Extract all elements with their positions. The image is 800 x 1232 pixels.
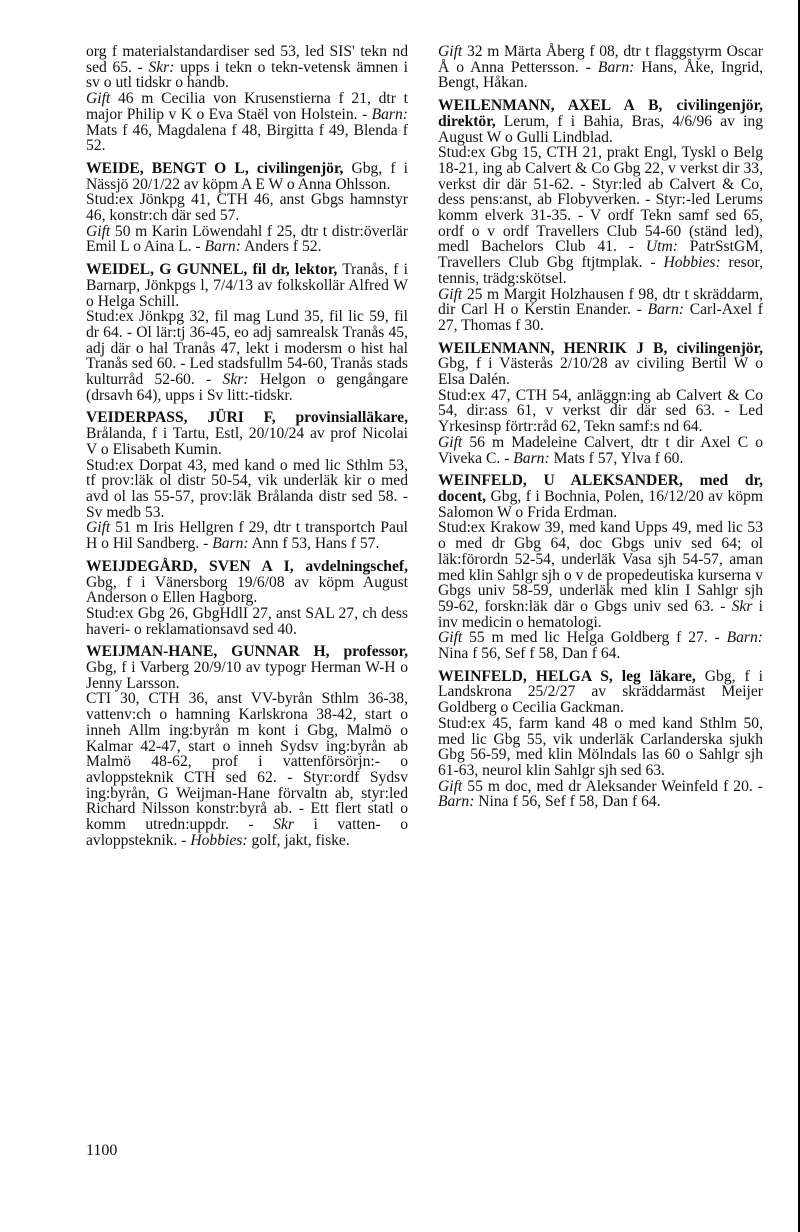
field-label: Gift xyxy=(86,90,111,108)
entry-name: WEILENMANN, AXEL A B, xyxy=(438,97,663,115)
entry-text: Anders f 52. xyxy=(240,238,322,256)
entry-text: 46 m Cecilia von Krusenstierna f 21, dtr t major Philip v K o Eva Staël von Holstein. - xyxy=(86,90,408,123)
entry-text: Nina f 56, Sef f 58, Dan f 64. xyxy=(474,793,661,811)
entry-text: i vatten- o avloppsteknik. - xyxy=(86,816,408,849)
field-label: Barn: xyxy=(726,629,763,647)
entry-text: Stud:ex Jönkpg 32, fil mag Lund 35, fil lic 59, fil dr 64. - Ol lär:tj 36-45, eo adj samrealsk Tranås 45, adj där o hal Tranås 47, lekt i modersm o hist hal Tranås sed 60. - Led stadsfullm 54-60, Tranås stads kulturråd 52-60. - xyxy=(86,308,408,389)
entry-paragraph xyxy=(438,145,763,286)
entry-heading xyxy=(86,644,408,691)
entry-text: 25 m Margit Holzhausen f 98, dtr t skräddarm, dir Carl H o Kerstin Enander. - xyxy=(438,285,763,319)
entry-text: PatrSstGM, Travellers Club Gbg ftjtmplak. - xyxy=(438,238,763,272)
entry-paragraph xyxy=(86,458,408,521)
entry-name: WEIDEL, G GUNNEL, xyxy=(86,261,248,279)
entry-paragraph xyxy=(438,779,763,810)
entry-heading xyxy=(438,473,763,520)
entry-birth-info: Gbg, f i Nässjö 20/1/22 av köpm A E W o Anna Ohlsson. xyxy=(86,159,409,193)
entry-paragraph xyxy=(86,309,408,403)
entry-text: 50 m Karin Löwendahl f 25, dtr t distr:överlär Emil L o Aina L. - xyxy=(86,222,408,256)
entry-text: Ann f 53, Hans f 57. xyxy=(248,535,380,553)
entry-birth-info: Gbg, f i Bochnia, Polen, 16/12/20 av köpm Salomon W o Frida Erdman. xyxy=(438,487,763,521)
entry-text: i inv medicin o hematologi. xyxy=(438,597,764,631)
field-label: Gift xyxy=(438,433,463,451)
entry-text: Nina f 56, Sef f 58, Dan f 64. xyxy=(438,645,621,663)
page-number: 1100 xyxy=(86,1142,118,1159)
entry-occupation: civilingenjör, xyxy=(248,159,344,177)
entry-text: Mats f 57, Ylva f 60. xyxy=(549,449,684,467)
entry-birth-info: Gbg, f i Västerås 2/10/28 av civiling Bertil W o Elsa Dalén. xyxy=(438,355,763,389)
entry-heading xyxy=(86,161,408,192)
entry-text: upps i tekn o tekn-vetensk ämnen i sv o utl tidskr o handb. xyxy=(86,58,408,92)
field-label: Skr: xyxy=(222,371,249,389)
entry-paragraph xyxy=(86,606,408,637)
entry-occupation: provinsialläkare, xyxy=(275,409,409,427)
entry-text: resor, tennis, trädg:skötsel. xyxy=(438,254,763,287)
biography-entry xyxy=(438,98,763,334)
entry-text: Stud:ex Gbg 26, GbgHdlI 27, anst SAL 27, ch dess haveri- o reklamationsavd sed 40. xyxy=(86,604,408,638)
entry-paragraph xyxy=(86,44,408,91)
entry-paragraph xyxy=(438,630,763,661)
entry-occupation: leg läkare, xyxy=(612,667,696,685)
entry-text: 55 m med lic Helga Goldberg f 27. - xyxy=(462,629,727,647)
entry-paragraph xyxy=(86,192,408,223)
entry-name: WEIJDEGÅRD, SVEN A I, xyxy=(86,557,294,575)
entry-text: 32 m Märta Åberg f 08, dtr t flaggstyrm Oscar Å o Anna Pettersson. - xyxy=(438,43,763,76)
entry-paragraph xyxy=(86,224,408,255)
entry-birth-info: Gbg, f i Varberg 20/9/10 av typogr Herman W-H o Jenny Larsson. xyxy=(86,659,408,692)
entry-occupation: civilingenjör, xyxy=(667,339,763,357)
entry-birth-info: Lerum, f i Bahia, Bras, 4/6/96 av ing August W o Gulli Lindblad. xyxy=(438,112,763,146)
biography-entry xyxy=(438,44,763,91)
field-label: Barn: xyxy=(371,105,408,123)
entry-paragraph xyxy=(86,520,408,551)
field-label: Barn: xyxy=(438,793,475,811)
entry-paragraph xyxy=(438,287,763,334)
biography-entry xyxy=(86,161,408,255)
field-label: Skr xyxy=(273,816,294,834)
entry-text: Hans, Åke, Ingrid, Bengt, Håkan. xyxy=(438,58,763,92)
entry-text: Stud:ex 45, farm kand 48 o med kand Sthlm 50, med lic Gbg 55, vik underläk Carlanderska sjukh Gbg 56-59, med klin Mölndals las 60 o Sahlgr sjh 61-63, neurol klin Sahlgr sjh sed 63. xyxy=(438,714,763,779)
biography-entry xyxy=(86,559,408,638)
entry-text: Helgon o gengångare (drsavh 64), upps i Sv litt:-tidskr. xyxy=(86,371,409,404)
entry-paragraph xyxy=(438,435,763,466)
entry-heading xyxy=(438,669,763,716)
entry-occupation: avdelningschef, xyxy=(293,557,408,575)
entry-name: WEINFELD, U ALEKSANDER, xyxy=(438,472,683,490)
entry-name: WEIJMAN-HANE, GUNNAR H, xyxy=(86,643,330,661)
left-column xyxy=(86,44,408,848)
entry-text: Stud:ex Gbg 15, CTH 21, prakt Engl, Tyskl o Belg 18-21, ing ab Calvert & Co Gbg 22, v verkst dir 33, verkst dir där 51-62. - Styr:led ab Calvert & Co, dess pens:anst, ab Flobyverken. - Styr:-led Lerums komm elverk 31-35. - V ordf Tekn samf sed 65, ordf o v ordf Travellers Club 54-60 (ständ led), medl Bachelors Club 41. - xyxy=(438,144,763,256)
entry-paragraph xyxy=(438,388,763,435)
entry-name: WEILENMANN, HENRIK J B, xyxy=(438,339,668,357)
right-column xyxy=(438,44,763,810)
entry-text: Mats f 46, Magdalena f 48, Birgitta f 49, Blenda f 52. xyxy=(86,121,408,155)
entry-text: org f materialstandardiser sed 53, led SIS' tekn nd sed 65. - xyxy=(86,43,408,76)
field-label: Hobbies: xyxy=(190,831,248,849)
entry-heading xyxy=(438,341,763,388)
field-label: Gift xyxy=(438,777,463,795)
field-label: Barn: xyxy=(597,58,635,76)
field-label: Gift xyxy=(438,285,463,303)
biography-entry xyxy=(438,473,763,661)
entry-occupation: professor, xyxy=(329,643,408,661)
biography-entry xyxy=(86,44,408,154)
biography-entry xyxy=(438,341,763,467)
entry-name: WEIDE, BENGT O L, xyxy=(86,159,249,177)
entry-paragraph xyxy=(86,91,408,154)
entry-text: Stud:ex 47, CTH 54, anläggn:ing ab Calvert & Co 54, dir:ass 61, v verkst dir där sed 63. - Led Yrkesinsp förtr:råd 62, Tekn samf:s nd 64. xyxy=(438,386,763,436)
entry-text: golf, jakt, fiske. xyxy=(247,831,350,849)
entry-heading xyxy=(86,559,408,606)
entry-text: 56 m Madeleine Calvert, dtr t dir Axel C o Viveka C. - xyxy=(438,433,763,467)
entry-birth-info: Gbg, f i Landskrona 25/2/27 av skräddarmäst Meijer Goldberg o Cecilia Gackman. xyxy=(438,667,764,717)
entry-occupation: fil dr, lektor, xyxy=(247,261,338,279)
entry-paragraph xyxy=(438,716,763,779)
field-label: Gift xyxy=(438,629,463,647)
entry-paragraph xyxy=(438,520,763,630)
field-label: Barn: xyxy=(647,301,684,319)
field-label: Skr: xyxy=(148,58,175,76)
field-label: Gift xyxy=(86,222,111,240)
biography-entry xyxy=(86,644,408,848)
entry-text: 55 m doc, med dr Aleksander Weinfeld f 20. - xyxy=(462,777,763,795)
entry-text: Carl-Axel f 27, Thomas f 30. xyxy=(438,301,763,334)
field-label: Barn: xyxy=(212,535,249,553)
entry-birth-info: Brålanda, f i Tartu, Estl, 20/10/24 av prof Nicolai V o Elisabeth Kumin. xyxy=(86,425,408,458)
field-label: Hobbies: xyxy=(663,254,721,272)
entry-birth-info: Tranås, f i Barnarp, Jönkpgs l, 7/4/13 av folkskollär Alfred W o Helga Schill. xyxy=(86,261,408,310)
entry-text: Stud:ex Jönkpg 41, CTH 46, anst Gbgs hamnstyr 46, konstr:ch där sed 57. xyxy=(86,191,408,225)
biography-entry xyxy=(86,262,408,403)
entry-text: CTI 30, CTH 36, anst VV-byrån Sthlm 36-38, vattenv:ch o hamning Karlskrona 38-42, start o inneh Allm ing:byrån m kont i Gbg, Malmö o Kalmar 42-47, start o inneh Sydsv ing:byrån ab Malmö 48-62, prof i vattenförsörjn:- o avloppsteknik CTH sed 62. - Styr:ordf Sydsv ing:byrån, G Weijman-Hane förvaltn ab, styr:led Richard Nilsson konstr:byrå ab. - Ett flert statl o komm utredn:uppdr. - xyxy=(86,690,408,834)
entry-name: VEIDERPASS, JÜRI F, xyxy=(86,409,276,427)
field-label: Barn: xyxy=(204,238,241,256)
entry-text: 51 m Iris Hellgren f 29, dtr t transportch Paul H o Hil Sandberg. - xyxy=(86,519,408,553)
biography-entry xyxy=(438,669,763,810)
field-label: Gift xyxy=(438,43,463,60)
field-label: Utm: xyxy=(645,238,678,256)
entry-text: Stud:ex Dorpat 43, med kand o med lic Sthlm 53, tf prov:läk ol distr 50-54, vik underläk kir o med avd ol las 55-57, prov:läk Brålanda distr sed 58. - Sv medb 53. xyxy=(86,456,408,521)
entry-heading xyxy=(86,410,408,457)
field-label: Gift xyxy=(86,519,111,537)
field-label: Skr xyxy=(731,597,753,615)
entry-occupation: civilingenjör, direktör, xyxy=(438,97,763,130)
entry-heading xyxy=(86,262,408,309)
entry-birth-info: Gbg, f i Vänersborg 19/6/08 av köpm August Anderson o Ellen Hagborg. xyxy=(86,573,408,607)
biography-entry xyxy=(86,410,408,551)
entry-name: WEINFELD, HELGA S, xyxy=(438,667,613,685)
entry-paragraph xyxy=(438,44,763,91)
entry-occupation: med dr, docent, xyxy=(438,472,763,505)
entry-paragraph xyxy=(86,691,408,848)
entry-text: Stud:ex Krakow 39, med kand Upps 49, med lic 53 o med dr Gbg 64, doc Gbgs univ sed 64; ol läk:förordn 52-54, underläk Vasa sjh 54-57, aman med klin Sahlgr sjh o v de propedeutiska kurserna v Gbgs univ 58-59, underläk med klin I Sahlgr sjh 59-62, forskn:läk där o Gbgs univ sed 63. - xyxy=(438,519,763,615)
entry-heading xyxy=(438,98,763,145)
field-label: Barn: xyxy=(513,449,550,467)
